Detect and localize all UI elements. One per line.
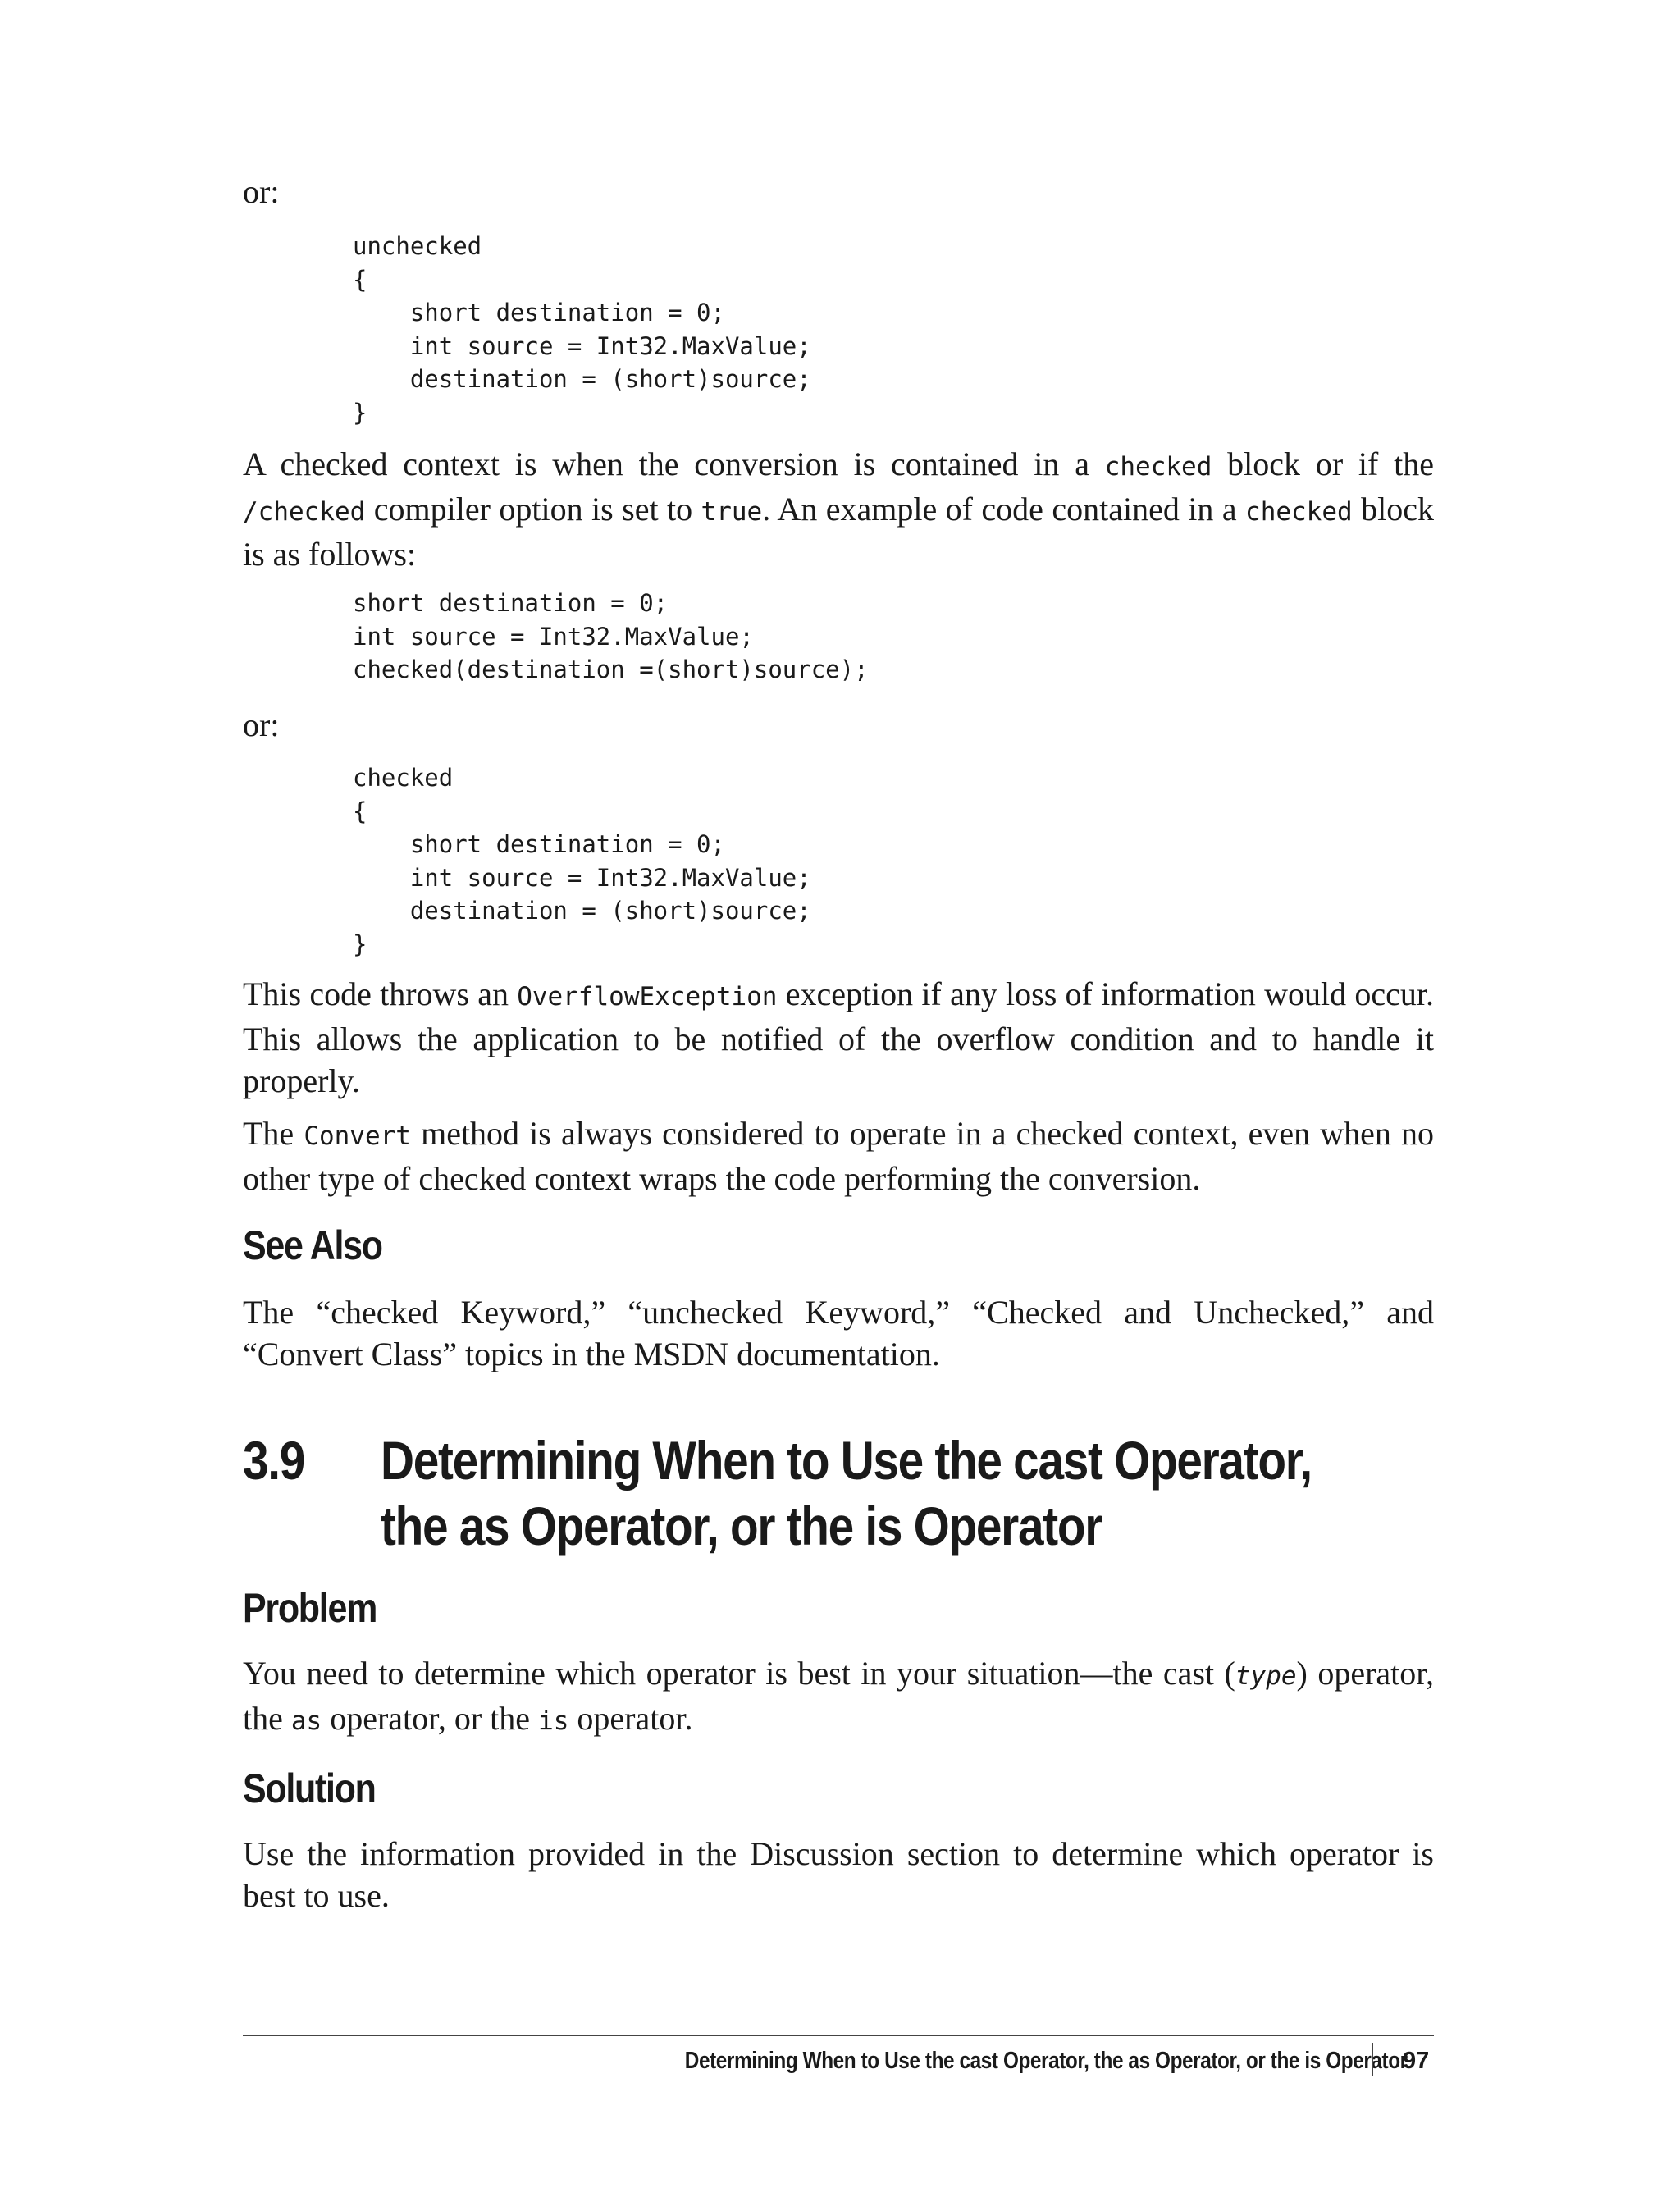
code-block-checked-inline: short destination = 0; int source = Int32.MaxValue; checked(destination =(short)source);: [353, 589, 869, 683]
problem-heading: Problem: [243, 1585, 377, 1631]
overflow-paragraph: This code throws an OverflowException exception if any loss of information would occur. This allows the application to be notified of the overflow condition and to handle it properly.: [243, 975, 1435, 1099]
section-number: 3.9: [243, 1430, 305, 1491]
page-number: 97: [1403, 2048, 1430, 2074]
footer-rule: [243, 2035, 1434, 2036]
or-label-1: or:: [243, 173, 280, 210]
see-also-paragraph: The “checked Keyword,” “unchecked Keyword,” “Checked and Unchecked,” and “Convert Class” topics in the MSDN documentation.: [243, 1294, 1434, 1372]
footer-running-title: Determining When to Use the cast Operator, the as Operator, or the is Operator: [685, 2048, 1408, 2074]
solution-paragraph: Use the information provided in the Discussion section to determine which operator is best to use.: [243, 1835, 1434, 1914]
see-also-heading: See Also: [243, 1222, 382, 1268]
section-title: Determining When to Use the cast Operator, the as Operator, or the is Operator: [381, 1430, 1312, 1556]
or-label-2: or:: [243, 706, 280, 743]
code-block-checked: checked { short destination = 0; int source = Int32.MaxValue; destination = (short)source; }: [353, 764, 811, 958]
solution-heading: Solution: [243, 1765, 376, 1811]
checked-context-paragraph: A checked context is when the conversion is contained in a checked block or if the /checked compiler option is set to true. An example of code contained in a checked block is as follows:: [243, 445, 1434, 573]
footer-separator: [1372, 2043, 1373, 2076]
problem-paragraph: You need to determine which operator is best in your situation—the cast (type) operator, the as operator, or the is operator.: [243, 1655, 1435, 1737]
convert-paragraph: The Convert method is always considered to operate in a checked context, even when no other type of checked context wraps the code performing the conversion.: [243, 1115, 1435, 1197]
code-block-unchecked: unchecked { short destination = 0; int source = Int32.MaxValue; destination = (short)source; }: [353, 232, 811, 427]
